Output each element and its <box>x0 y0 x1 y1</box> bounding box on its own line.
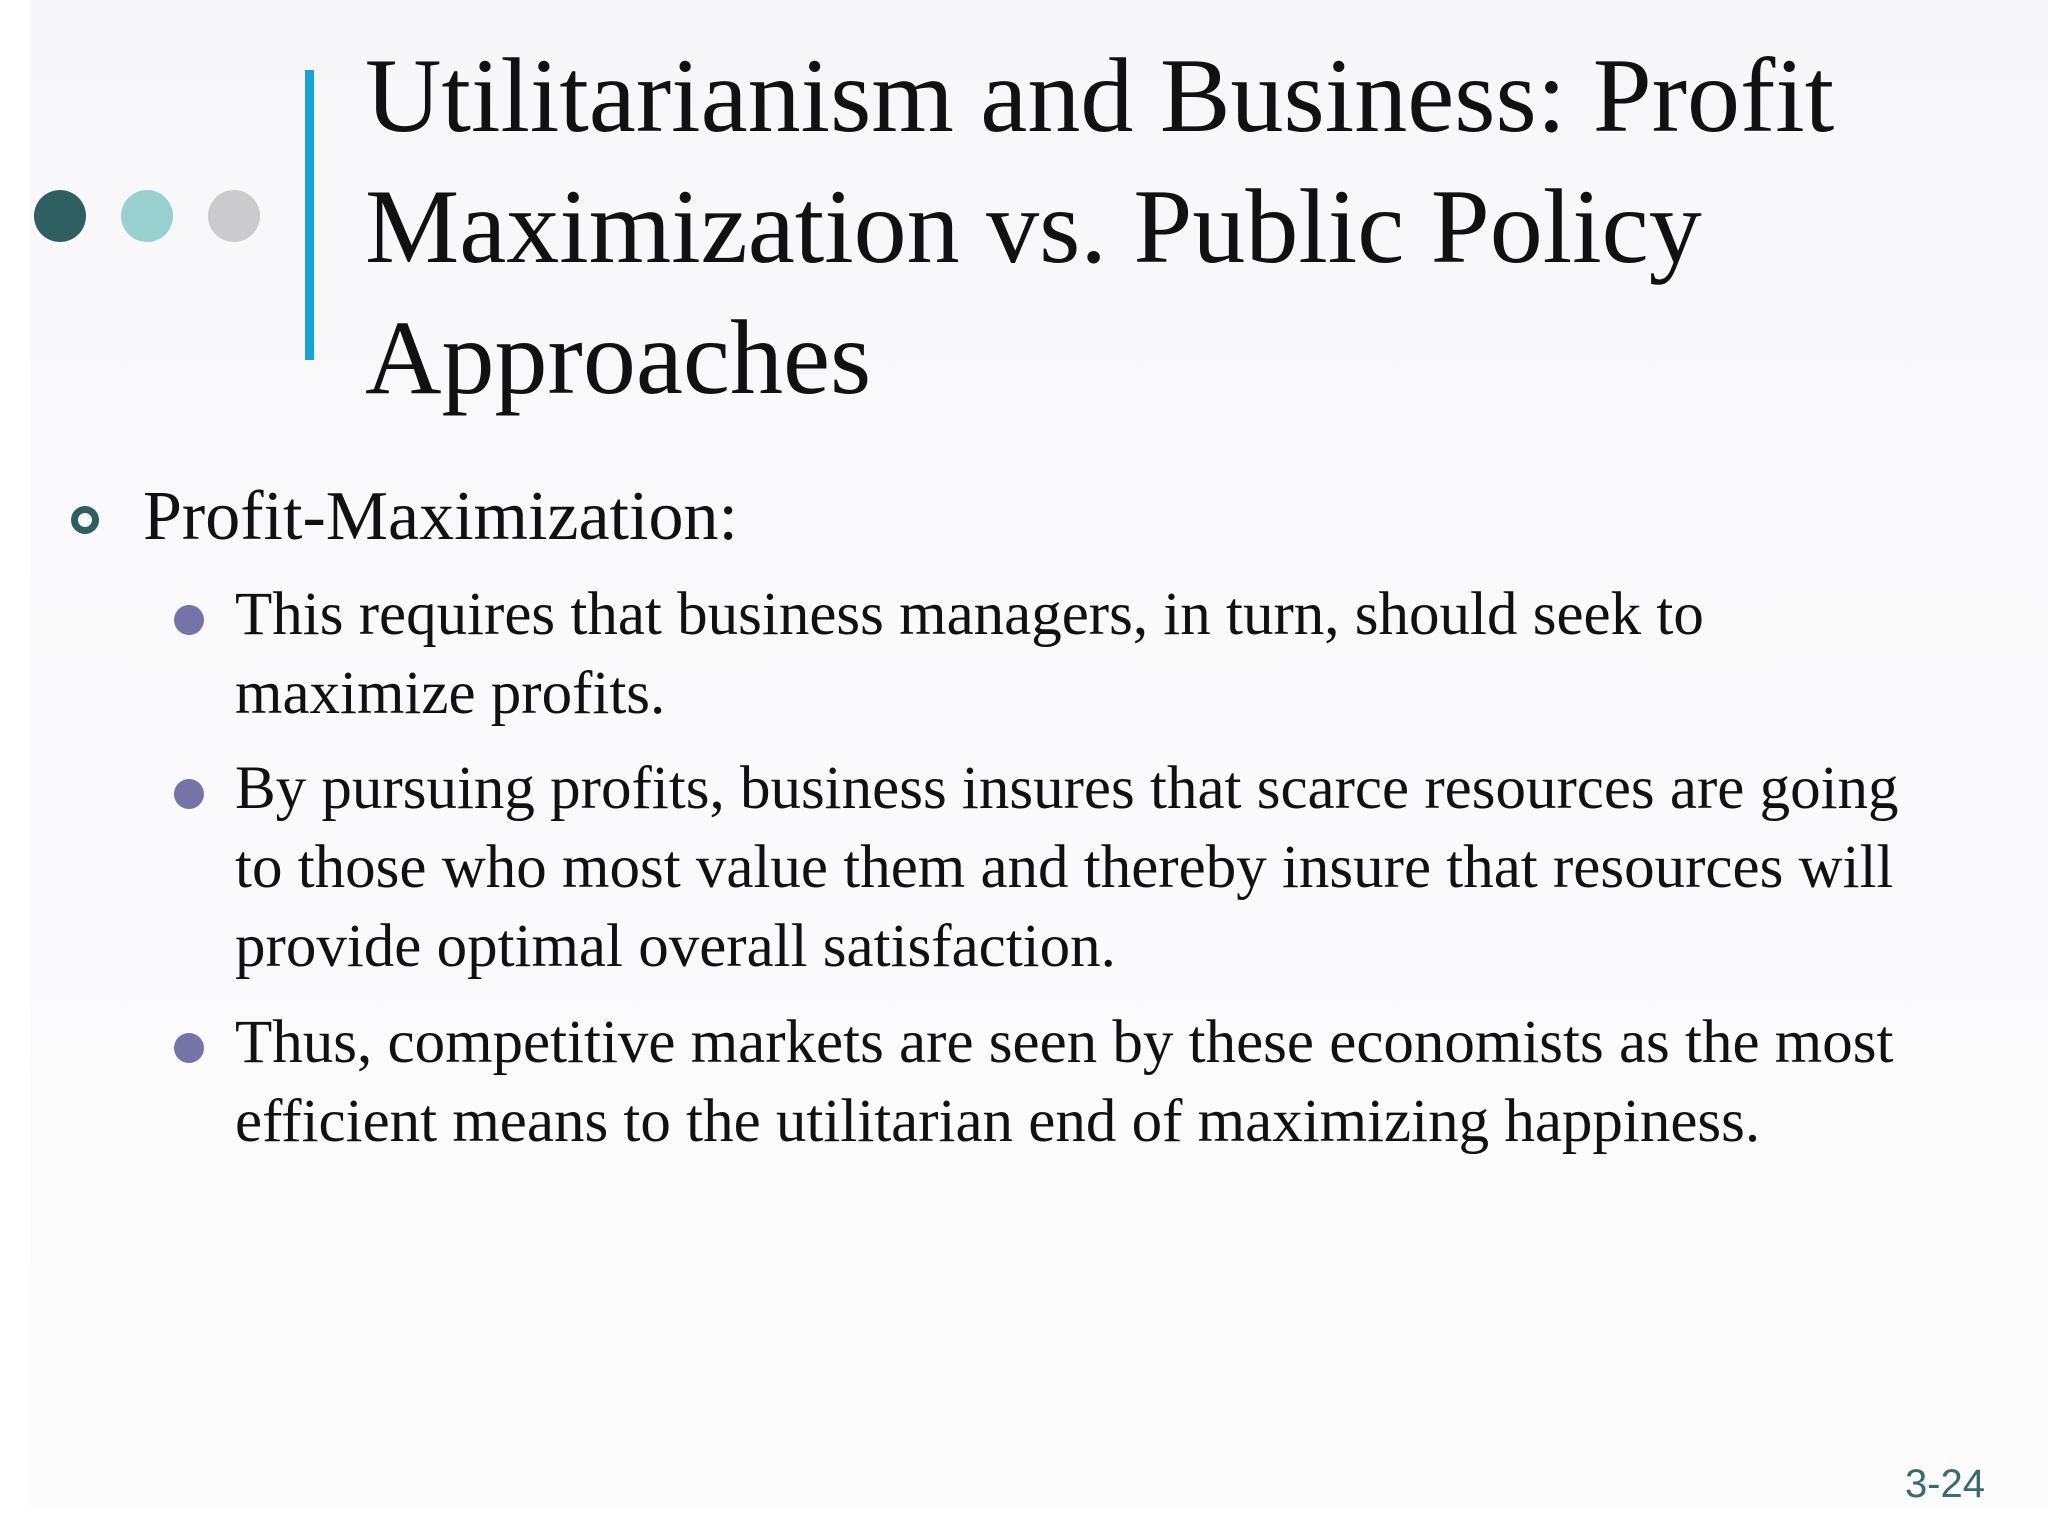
slide-margin-bottom <box>0 1508 2048 1536</box>
bullet-dot-icon <box>174 1033 204 1063</box>
bullet-text: This requires that business managers, in turn, should seek to maximize profits. <box>235 581 1704 727</box>
bullet-dot-icon <box>174 779 204 809</box>
section-heading: Profit-Maximization: <box>143 478 738 555</box>
bullet-text: By pursuing profits, business insures that scarce resources are going to those who most value them and thereby insure that resources will provide optimal overall satisfaction. <box>235 755 1899 980</box>
decorative-dot-dark <box>34 190 86 242</box>
hollow-circle-bullet-icon <box>71 506 99 534</box>
bullet-text: Thus, competitive markets are seen by these economists as the most efficient means to the utilitarian end of maximizing happiness. <box>235 1009 1894 1155</box>
slide-number: 3-24 <box>1904 1462 1985 1506</box>
slide-title: Utilitarianism and Business: Profit Maximization vs. Public Policy Approaches <box>365 37 1835 416</box>
slide-margin-left <box>0 0 30 1536</box>
title-accent-bar <box>305 70 314 360</box>
bullet-dot-icon <box>174 605 204 635</box>
decorative-dot-light <box>121 190 173 242</box>
decorative-dot-gray <box>208 190 260 242</box>
